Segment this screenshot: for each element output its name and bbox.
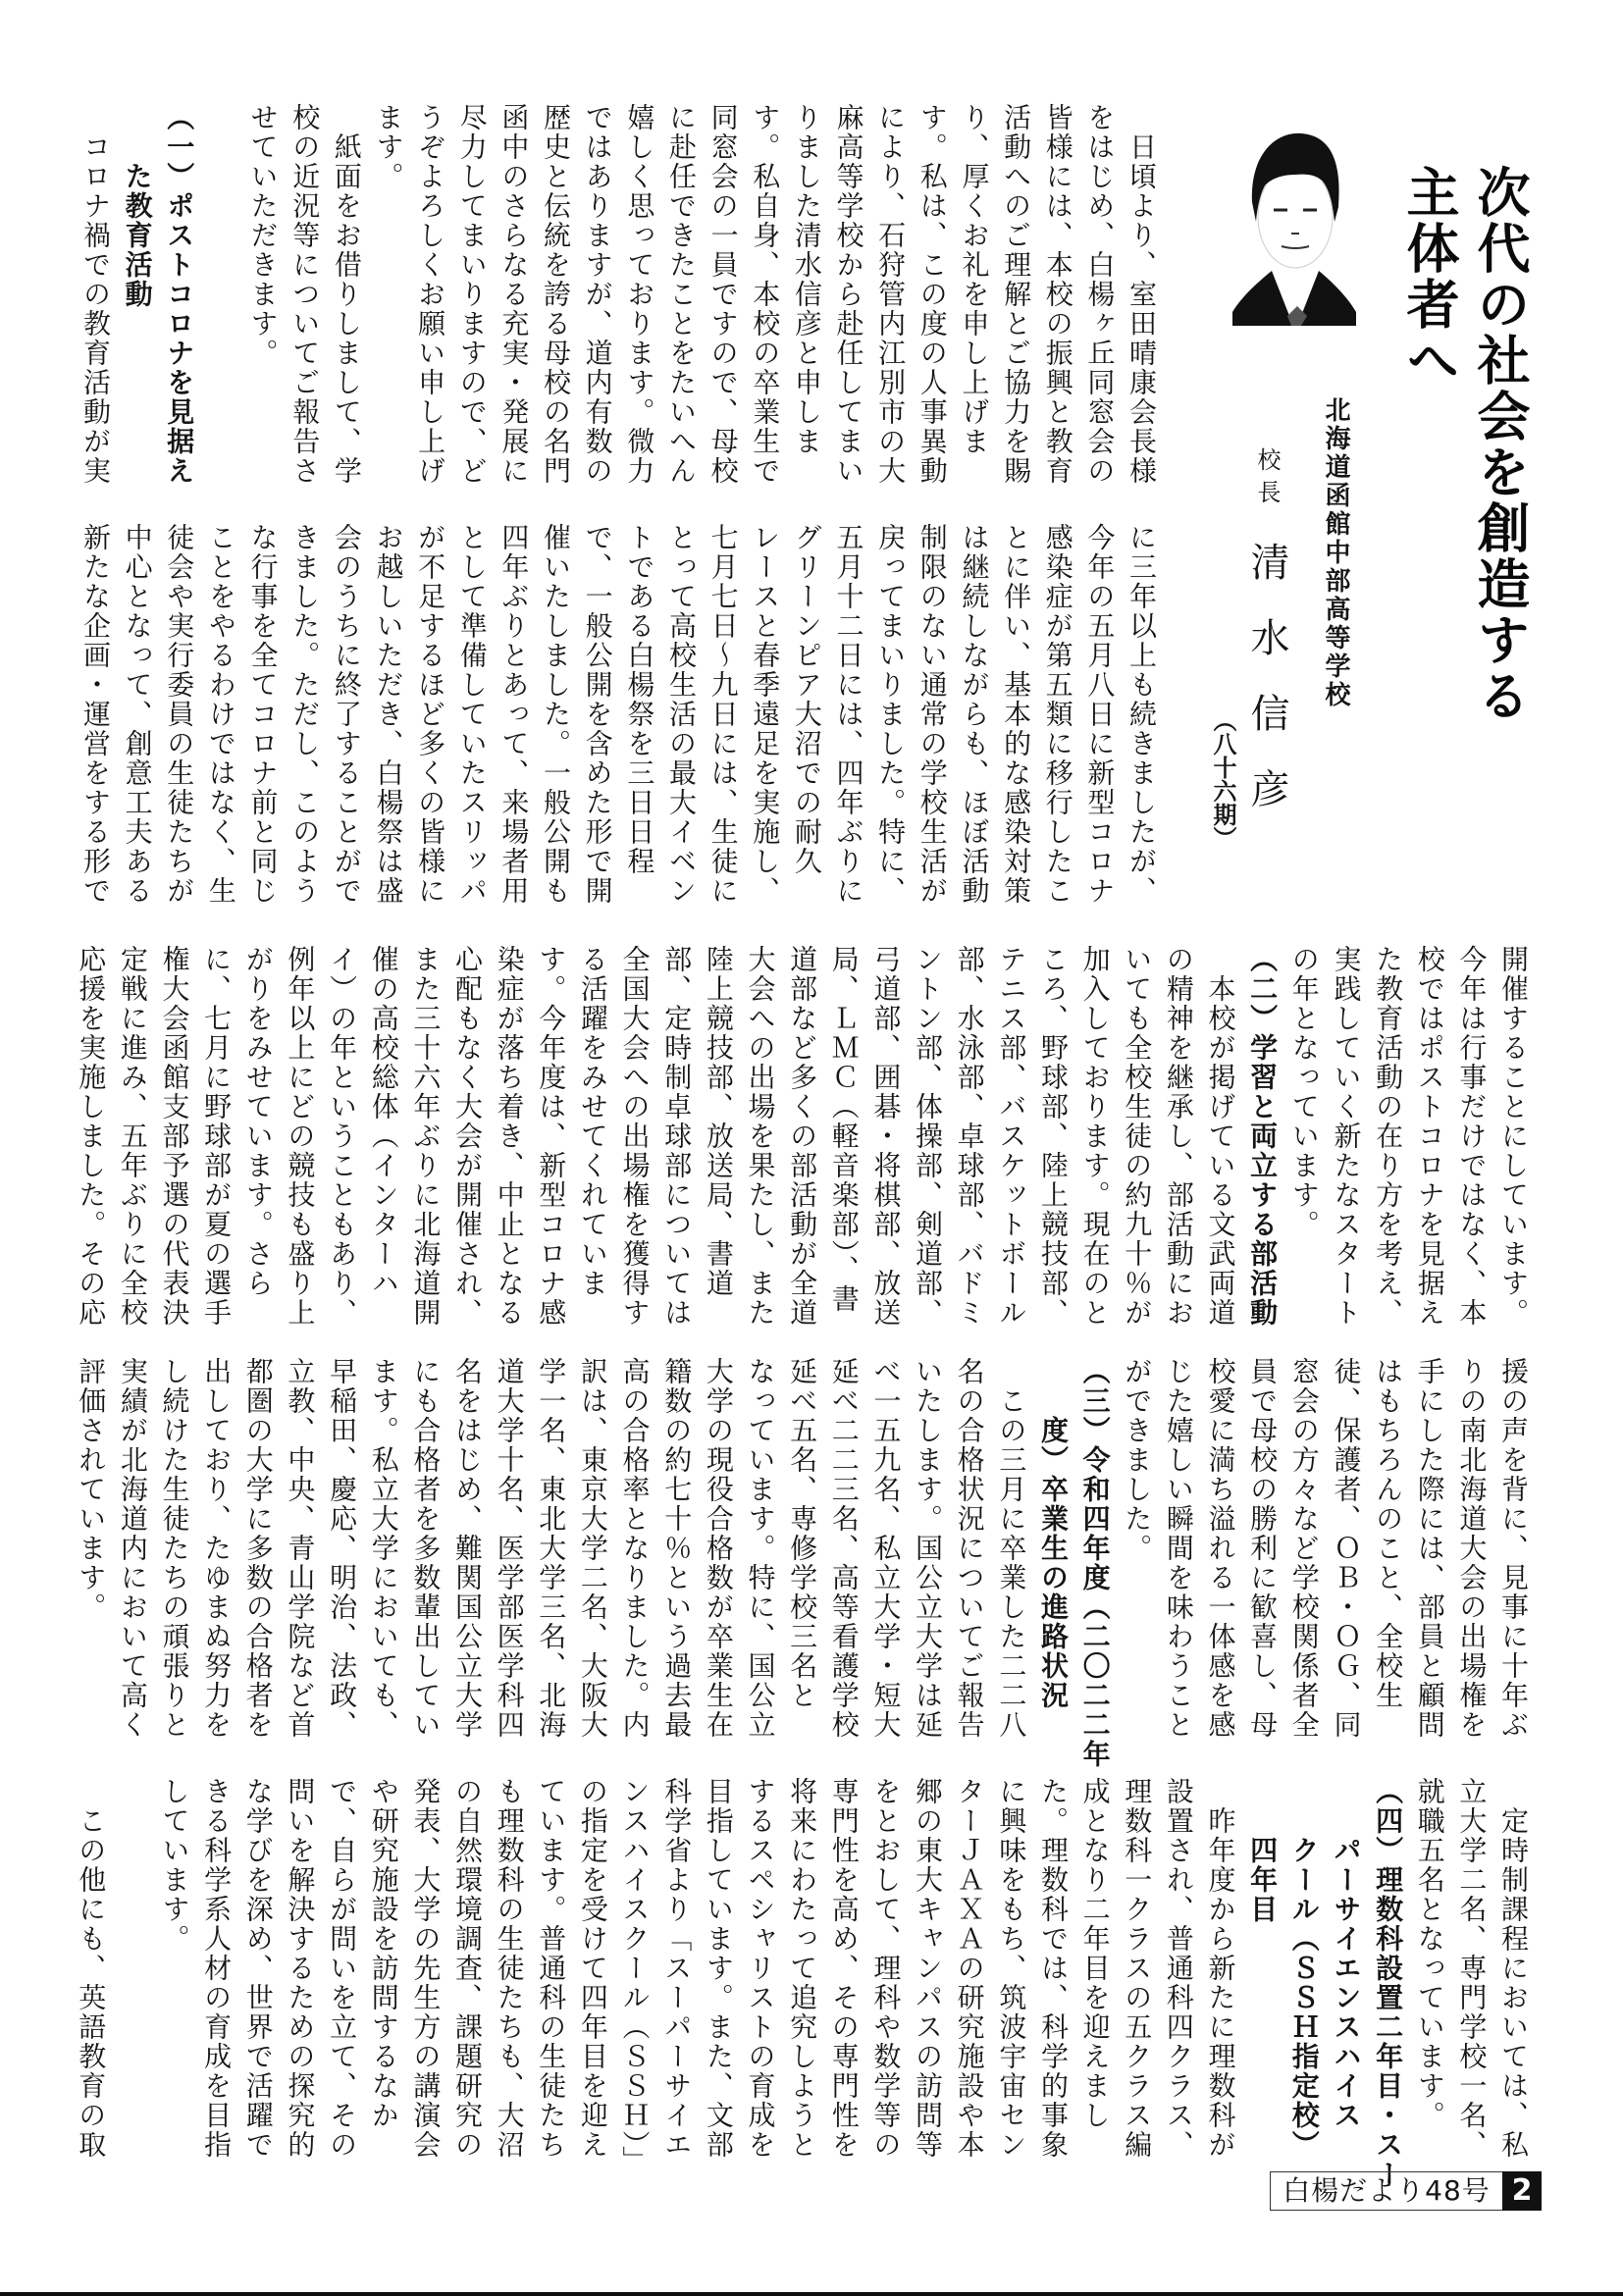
text-column-line: ターＪＡＸＡの研究施設や本	[953, 1777, 986, 2160]
text-column-line: りました清水信彦と申しま	[790, 103, 823, 456]
text-column-line: 発表、大学の先生方の講演会	[409, 1777, 443, 2160]
text-column-line: に、七月に野球部が夏の選手	[200, 945, 234, 1328]
body-tier-5	[70, 1777, 1534, 2189]
text-column-line: の自然環境調査、課題研究の	[450, 1777, 484, 2160]
text-column-line: 都圏の大学に多数の合格者を	[241, 1357, 275, 1740]
text-column-line: 立大学二名、専門学校一名、	[1455, 1777, 1489, 2160]
text-column-line: いたします。国公立大学は延	[912, 1357, 945, 1740]
text-column-line: に興味をもち、筑波宇宙セン	[995, 1777, 1028, 2160]
text-column-line: 延べ二二三名、高等看護学校	[827, 1357, 861, 1740]
text-column-line: 訳は、東京大学二名、大阪大	[576, 1357, 609, 1740]
page-number: 2	[1502, 2171, 1542, 2211]
text-column-line: 活動へのご理解とご協力を賜	[1000, 103, 1033, 486]
text-column-line: 例年以上にどの競技も盛り上	[284, 945, 317, 1328]
section-heading-line: パーサイエンスハイス	[1330, 1777, 1363, 2130]
newsletter-issue-label: 白楊だより48号	[1270, 2171, 1503, 2211]
text-column-line: この他にも、英語教育の取	[75, 1777, 108, 2160]
text-column-line: 今年の五月八日に新型コロナ	[1083, 523, 1117, 906]
text-column-line: にも合格者を多数輩出してい	[409, 1357, 443, 1740]
bottom-rule	[0, 2292, 1623, 2296]
text-column-line: す。私は、この度の人事異動	[916, 103, 949, 486]
text-column-line: 制限のない通常の学校生活が	[916, 523, 949, 906]
text-column-line: な学びを深め、世界で活躍で	[241, 1777, 275, 2160]
text-column-line: また三十六年ぶりに北海道開	[409, 945, 443, 1328]
text-column-line: テニス部、バスケットボール	[995, 945, 1028, 1328]
text-column-line: この三月に卒業した二二八	[995, 1357, 1028, 1740]
principal-portrait-photo	[1232, 124, 1356, 326]
text-column-line: 五月十二日には、四年ぶりに	[832, 523, 865, 906]
text-column-line: により、石狩管内江別市の大	[874, 103, 908, 486]
section-heading-line: （一）ポストコロナを見据え	[163, 103, 196, 486]
text-column-line: とに伴い、基本的な感染対策	[1000, 523, 1033, 906]
text-column-line: の指定を受けて四年目を迎え	[576, 1777, 609, 2160]
text-column-line: 同窓会の一員ですので、母校	[707, 103, 740, 486]
text-column-line: コロナ禍での教育活動が実	[79, 103, 112, 486]
text-column-line: は継続しながらも、ほぼ活動	[958, 523, 991, 906]
body-tier-4	[70, 1357, 1534, 1769]
section-heading-line: 四年目	[1246, 1777, 1280, 1924]
text-column-line: ではありますが、道内有数の	[581, 103, 614, 486]
text-column-line: 科学省より「スーパーサイエ	[660, 1777, 694, 2160]
text-column-line: 日頃より、室田晴康会長様	[1126, 103, 1158, 486]
text-column-line: 新たな企画・運営をする形で	[79, 523, 112, 906]
text-column-line: に赴任できたことをたいへん	[664, 103, 698, 486]
text-column-line: た教育活動の在り方を考え、	[1372, 945, 1405, 1328]
text-column-line: り、厚くお礼を申し上げま	[958, 103, 991, 456]
text-column-line: 徒会や実行委員の生徒たちが	[163, 523, 196, 906]
text-column-line: 尽力してまいりますので、ど	[455, 103, 489, 486]
text-column-line: ことをやるわけではなく、生	[204, 523, 237, 906]
text-column-line: 名の合格状況についてご報告	[953, 1357, 986, 1740]
text-column-line: せていただきます。	[246, 103, 280, 368]
text-column-line: はもちろんのこと、全校生	[1372, 1357, 1405, 1710]
text-column-line: しています。	[158, 1777, 191, 1954]
text-column-line: 七月七日～九日には、生徒に	[707, 523, 740, 906]
text-column-line: 出しており、たゆまぬ努力を	[200, 1357, 234, 1740]
text-column-line: 中心となって、創意工夫ある	[121, 523, 154, 906]
text-column-line: イ）の年ということもあり、	[326, 945, 359, 1328]
text-column-line: や研究施設を訪問するなか	[367, 1777, 400, 2130]
section-heading-line: た教育活動	[121, 103, 154, 309]
text-column-line: 加入しております。現在のと	[1078, 945, 1112, 1328]
text-column-line: べ一五九名、私立大学・短大	[869, 1357, 903, 1740]
text-column-line: するスペシャリストの育成を	[744, 1777, 777, 2160]
text-column-line: 応援を実施しました。その応	[75, 945, 108, 1328]
text-column-line	[111, 1777, 153, 2162]
text-column-line: 道大学十名、医学部医学科四	[493, 1357, 526, 1740]
text-column-line: す。私自身、本校の卒業生で	[749, 103, 782, 486]
text-column-line: ています。普通科の生徒たち	[535, 1777, 568, 2160]
text-column-line: 局、ＬＭＣ（軽音楽部）、書	[827, 945, 861, 1314]
text-column-line: グリーンピア大沼での耐久	[790, 523, 823, 876]
text-column-line: お越しいただき、白楊祭は盛	[372, 523, 405, 906]
text-column-line: 麻高等学校から赴任してまい	[832, 103, 865, 486]
text-column-line: 実践していく新たなスタート	[1330, 945, 1363, 1328]
text-column-line: 戻ってまいりました。特に、	[874, 523, 908, 906]
text-column-line: ます。私立大学においても、	[367, 1357, 400, 1740]
body-tier-1	[74, 103, 1162, 488]
text-column-line	[199, 103, 241, 488]
text-column-line: 開催することにしています。	[1497, 945, 1530, 1328]
text-column-line: 紙面をお借りしまして、学	[330, 103, 363, 486]
text-column-line: 定戦に進み、五年ぶりに全校	[116, 945, 149, 1328]
text-column-line: 催の高校総体（インターハ	[367, 945, 400, 1298]
text-column-line: がりをみせています。さら	[241, 945, 275, 1298]
text-column-line: 延べ五名、専修学校三名と	[786, 1357, 819, 1710]
text-column-line: 大会への出場を果たし、また	[744, 945, 777, 1328]
text-column-line: 実績が北海道内において高く	[116, 1357, 149, 1740]
text-column-line: 大学の現役合格数が卒業生在	[702, 1357, 735, 1740]
text-column-line: 名をはじめ、難関国公立大学	[450, 1357, 484, 1740]
text-column-line: 将来にわたって追究しようと	[786, 1777, 819, 2160]
text-column-line: も理数科の生徒たちも、大沼	[493, 1777, 526, 2160]
text-column-line: をとおして、理科や数学等の	[869, 1777, 903, 2160]
section-heading-line: （四）理数科設置二年目・スー	[1372, 1777, 1405, 2189]
section-heading-line: （三）令和四年度（二〇二二年	[1078, 1357, 1112, 1769]
text-column-line: じた嬉しい瞬間を味わうこと	[1162, 1357, 1195, 1740]
text-column-line: をはじめ、白楊ヶ丘同窓会の	[1083, 103, 1117, 486]
text-column-line: ころ、野球部、陸上競技部、	[1036, 945, 1070, 1328]
text-column-line: で、一般公開を含めた形で開	[581, 523, 614, 906]
text-column-line: 定時制課程においては、私	[1497, 1777, 1530, 2160]
text-column-line: 本校が掲げている文武両道	[1204, 945, 1237, 1328]
text-column-line: トである白楊祭を三日日程	[623, 523, 656, 876]
text-column-line: 全国大会への出場権を獲得す	[618, 945, 652, 1328]
text-column-line: の精神を継承し、部活動にお	[1162, 945, 1195, 1328]
text-column-line: 就職五名となっています。	[1413, 1777, 1446, 2130]
text-column-line: 学一名、東北大学三名、北海	[535, 1357, 568, 1740]
text-column-line: が不足するほど多くの皆様に	[414, 523, 447, 906]
text-column-line: いても全校生徒の約九十％が	[1121, 945, 1154, 1328]
text-column-line: 徒、保護者、ＯＢ・ＯＧ、同	[1330, 1357, 1363, 1740]
text-column-line: 染症が落ち着き、中止となる	[493, 945, 526, 1328]
text-column-line: 高の合格率となりました。内	[618, 1357, 652, 1740]
text-column-line: 嬉しく思っております。微力	[623, 103, 656, 486]
text-column-line: 員で母校の勝利に歓喜し、母	[1246, 1357, 1280, 1740]
section-heading-line: クール（ＳＳＨ指定校）	[1287, 1777, 1321, 2160]
text-column-line: 部、水泳部、卓球部、バドミ	[953, 945, 986, 1328]
text-column-line: 心配もなく大会が開催され、	[450, 945, 484, 1328]
text-column-line: 籍数の約七十％という過去最	[660, 1357, 694, 1740]
text-column-line: な行事を全てコロナ前と同じ	[246, 523, 280, 906]
text-column-line: し続けた生徒たちの頑張りと	[158, 1357, 191, 1740]
text-column-line: 早稲田、慶応、明治、法政、	[326, 1357, 359, 1740]
title-line-1: 次代の社会を創造する	[1469, 165, 1532, 724]
text-column-line: の年となっています。	[1287, 945, 1321, 1239]
section-heading-line: 度）卒業生の進路状況	[1036, 1357, 1070, 1710]
text-column-line: 評価されています。	[75, 1357, 108, 1622]
text-column-line: 手にした際には、部員と顧問	[1413, 1357, 1446, 1740]
article-title	[1394, 165, 1536, 724]
section-heading-line: （二）学習と両立する部活動	[1246, 945, 1280, 1328]
text-column-line: 校ではポストコロナを見据え	[1413, 945, 1446, 1328]
text-column-line: 弓道部、囲碁・将棋部、放送	[869, 945, 903, 1328]
text-column-line: 専門性を高め、その専門性を	[827, 1777, 861, 2160]
school-name: 北海道函館中部高等学校	[1321, 396, 1350, 709]
body-tier-3	[70, 945, 1534, 1330]
text-column-line: 校愛に満ち溢れる一体感を感	[1204, 1357, 1237, 1740]
text-column-line: る活躍をみせてくれていま	[576, 945, 609, 1298]
author-name: 清水信彦	[1244, 542, 1289, 844]
text-column-line: きました。ただし、このよう	[288, 523, 322, 906]
text-column-line: 目指しています。また、文部	[702, 1777, 735, 2160]
text-column-line: 郷の東大キャンパスの訪問等	[912, 1777, 945, 2160]
text-column-line: 四年ぶりとあって、来場者用	[497, 523, 531, 906]
text-column-line: 道部など多くの部活動が全道	[786, 945, 819, 1328]
text-column-line: 感染症が第五類に移行したこ	[1041, 523, 1074, 906]
text-column-line: ンスハイスクール（ＳＳＨ）」	[618, 1777, 652, 2175]
text-column-line: 函中のさらなる充実・発展に	[497, 103, 531, 486]
text-column-line: 部、定時制卓球部については	[660, 945, 694, 1328]
text-column-line: 援の声を背に、見事に十年ぶ	[1497, 1357, 1530, 1740]
text-column-line: 歴史と伝統を誇る母校の名門	[540, 103, 573, 486]
text-column-line: ントン部、体操部、剣道部、	[912, 945, 945, 1328]
text-column-line: に三年以上も続きましたが、	[1126, 523, 1158, 906]
text-column-line: 陸上競技部、放送局、書道	[702, 945, 735, 1298]
text-column-line: 今年は行事だけではなく、本	[1455, 945, 1489, 1328]
text-column-line: 窓会の方々など学校関係者全	[1287, 1357, 1321, 1740]
text-column-line: 理数科一クラスの五クラス編	[1121, 1777, 1154, 2160]
text-column-line: た。理数科では、科学的事象	[1036, 1777, 1070, 2160]
text-column-line: 校の近況等についてご報告さ	[288, 103, 322, 486]
text-column-line: とって高校生活の最大イベン	[664, 523, 698, 906]
text-column-line: 設置され、普通科四クラス、	[1162, 1777, 1195, 2160]
text-column-line: として準備していたスリッパ	[455, 523, 489, 906]
text-column-line: りの南北海道大会の出場権を	[1455, 1357, 1489, 1740]
body-tier-2	[74, 523, 1162, 908]
title-line-2: 主体者へ	[1398, 165, 1461, 389]
text-column-line: で、自らが問いを立て、その	[326, 1777, 359, 2160]
text-column-line: 皆様には、本校の振興と教育	[1041, 103, 1074, 486]
author-role: 校長	[1253, 447, 1281, 512]
text-column-line: うぞよろしくお願い申し上げ	[414, 103, 447, 486]
text-column-line: レースと春季遠足を実施し、	[749, 523, 782, 906]
text-column-line: 昨年度から新たに理数科が	[1204, 1777, 1237, 2160]
text-column-line: ができました。	[1121, 1357, 1154, 1563]
text-column-line: ます。	[372, 103, 405, 191]
text-column-line: 催いたしました。一般公開も	[540, 523, 573, 906]
text-column-line: 権大会函館支部予選の代表決	[158, 945, 191, 1328]
text-column-line: 成となり二年目を迎えまし	[1078, 1777, 1112, 2130]
author-generation: （八十六期）	[1209, 708, 1236, 850]
text-column-line: す。今年度は、新型コロナ感	[535, 945, 568, 1328]
text-column-line: きる科学系人材の育成を目指	[200, 1777, 234, 2160]
text-column-line: なっています。特に、国公立	[744, 1357, 777, 1740]
text-column-line: 会のうちに終了することがで	[330, 523, 363, 906]
text-column-line: 立教、中央、青山学院など首	[284, 1357, 317, 1740]
text-column-line: 問いを解決するための探究的	[284, 1777, 317, 2160]
